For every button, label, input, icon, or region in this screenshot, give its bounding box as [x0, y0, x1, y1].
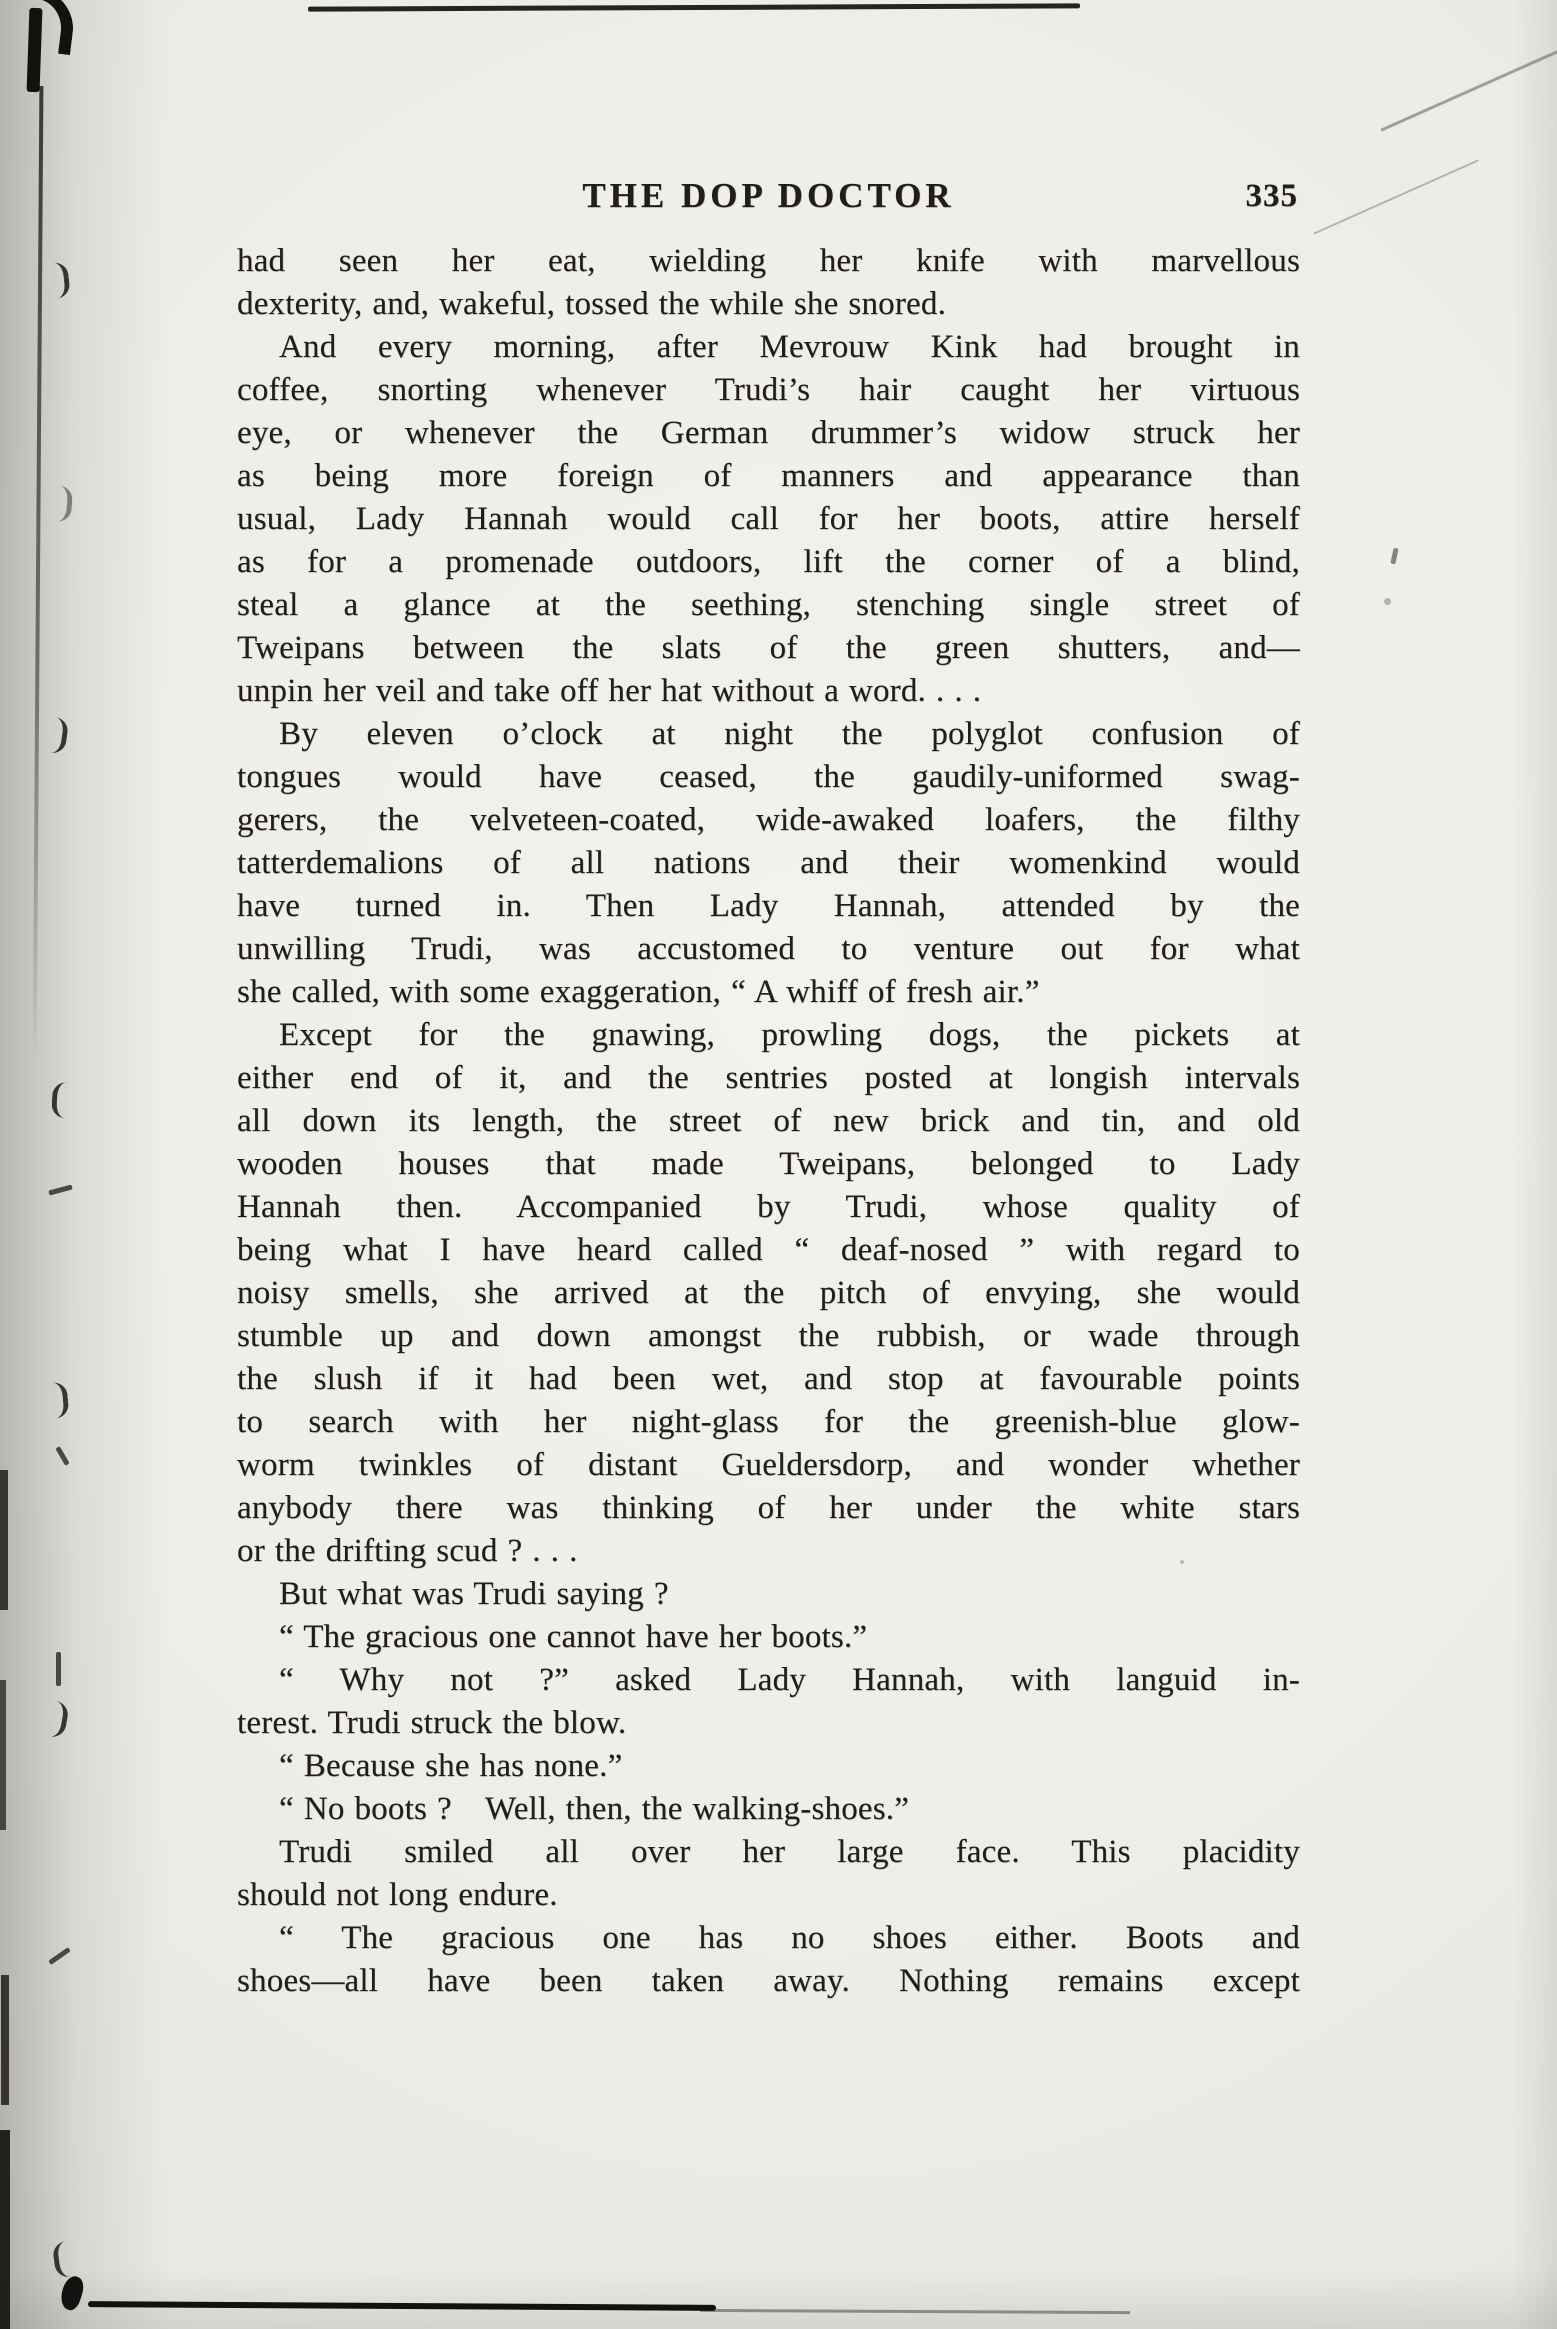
scan-speck — [1390, 548, 1398, 565]
text-line: “ Because she has none.” — [279, 1748, 623, 1784]
page-header — [237, 176, 1300, 238]
text-line: worm twinkles of distant Gueldersdorp, and wonder whether — [237, 1447, 1300, 1483]
text-line: “ Why not ?” asked Lady Hannah, with languid in- — [279, 1662, 1300, 1698]
page-text-column — [237, 176, 1300, 2003]
text-line: have turned in. Then Lady Hannah, attended by the — [237, 888, 1300, 924]
scan-edge-streak — [0, 2130, 10, 2329]
text-line: as being more foreign of manners and appearance than — [237, 458, 1300, 494]
scan-edge-streak — [0, 1680, 6, 1830]
text-line: shoes—all have been taken away. Nothing remains except — [237, 1963, 1300, 1999]
text-line: tongues would have ceased, the gaudily-uniformed swag- — [237, 759, 1300, 795]
text-line: she called, with some exaggeration, “ A whiff of fresh air.” — [237, 974, 1040, 1010]
text-line: tatterdemalions of all nations and their womenkind would — [237, 845, 1300, 881]
text-line: wooden houses that made Tweipans, belonged to Lady — [237, 1146, 1300, 1182]
scan-edge-streak — [0, 1470, 8, 1610]
scan-binding-mark — [56, 1652, 61, 1686]
text-line: But what was Trudi saying ? — [279, 1576, 669, 1612]
text-line: Trudi smiled all over her large face. This placidity — [279, 1834, 1300, 1870]
text-line: as for a promenade outdoors, lift the corner of a blind, — [237, 544, 1300, 580]
text-line: noisy smells, she arrived at the pitch of envying, she would — [237, 1275, 1300, 1311]
text-line: should not long endure. — [237, 1877, 558, 1913]
text-line: “ The gracious one has no shoes either. Boots and — [279, 1920, 1300, 1956]
text-line: And every morning, after Mevrouw Kink had brought in — [279, 329, 1300, 365]
text-line: or the drifting scud ? . . . — [237, 1533, 578, 1569]
page-body-text — [237, 240, 1300, 2003]
text-line: Hannah then. Accompanied by Trudi, whose quality of — [237, 1189, 1300, 1225]
scan-speck — [1180, 1560, 1184, 1564]
scan-crease-line — [1313, 159, 1478, 234]
right-edge-shadow — [1511, 0, 1557, 2329]
paragraphs — [237, 240, 1300, 2003]
running-title: THE DOP DOCTOR — [582, 176, 955, 215]
text-line: By eleven o’clock at night the polyglot confusion of — [279, 716, 1300, 752]
text-line: unwilling Trudi, was accustomed to venture out for what — [237, 931, 1300, 967]
binding-shadow — [0, 0, 170, 2329]
text-line: dexterity, and, wakeful, tossed the while she snored. — [237, 286, 947, 322]
text-line: coffee, snorting whenever Trudi’s hair caught her virtuous — [237, 372, 1300, 408]
text-line: Except for the gnawing, prowling dogs, the pickets at — [279, 1017, 1300, 1053]
text-line: either end of it, and the sentries posted at longish intervals — [237, 1060, 1300, 1096]
page-number: 335 — [1245, 178, 1298, 214]
text-line: had seen her eat, wielding her knife with marvellous — [237, 243, 1300, 279]
text-line: being what I have heard called “ deaf-nosed ” with regard to — [237, 1232, 1300, 1268]
text-line: steal a glance at the seething, stenching single street of — [237, 587, 1300, 623]
text-line: eye, or whenever the German drummer’s widow struck her — [237, 415, 1300, 451]
text-line: usual, Lady Hannah would call for her boots, attire herself — [237, 501, 1300, 537]
scan-edge-streak — [1, 1975, 9, 2105]
text-line: “ No boots ? Well, then, the walking-shoes.” — [279, 1791, 910, 1827]
scan-speck — [1384, 598, 1391, 605]
text-line: anybody there was thinking of her under the white stars — [237, 1490, 1300, 1526]
text-line: all down its length, the street of new brick and tin, and old — [237, 1103, 1300, 1139]
text-line: unpin her veil and take off her hat without a word. . . . — [237, 673, 982, 709]
text-line: stumble up and down amongst the rubbish, or wade through — [237, 1318, 1300, 1354]
scan-top-edge-line — [308, 3, 1080, 11]
text-line: Tweipans between the slats of the green shutters, and— — [237, 630, 1300, 666]
scan-speck — [980, 520, 984, 524]
text-line: the slush if it had been wet, and stop at favourable points — [237, 1361, 1300, 1397]
text-line: gerers, the velveteen-coated, wide-awaked loafers, the filthy — [237, 802, 1300, 838]
scan-corner-hook — [14, 0, 77, 55]
text-line: to search with her night-glass for the greenish-blue glow- — [237, 1404, 1300, 1440]
bottom-edge-shadow — [0, 2269, 1557, 2329]
text-line: terest. Trudi struck the blow. — [237, 1705, 627, 1741]
text-line: “ The gracious one cannot have her boots.” — [279, 1619, 868, 1655]
